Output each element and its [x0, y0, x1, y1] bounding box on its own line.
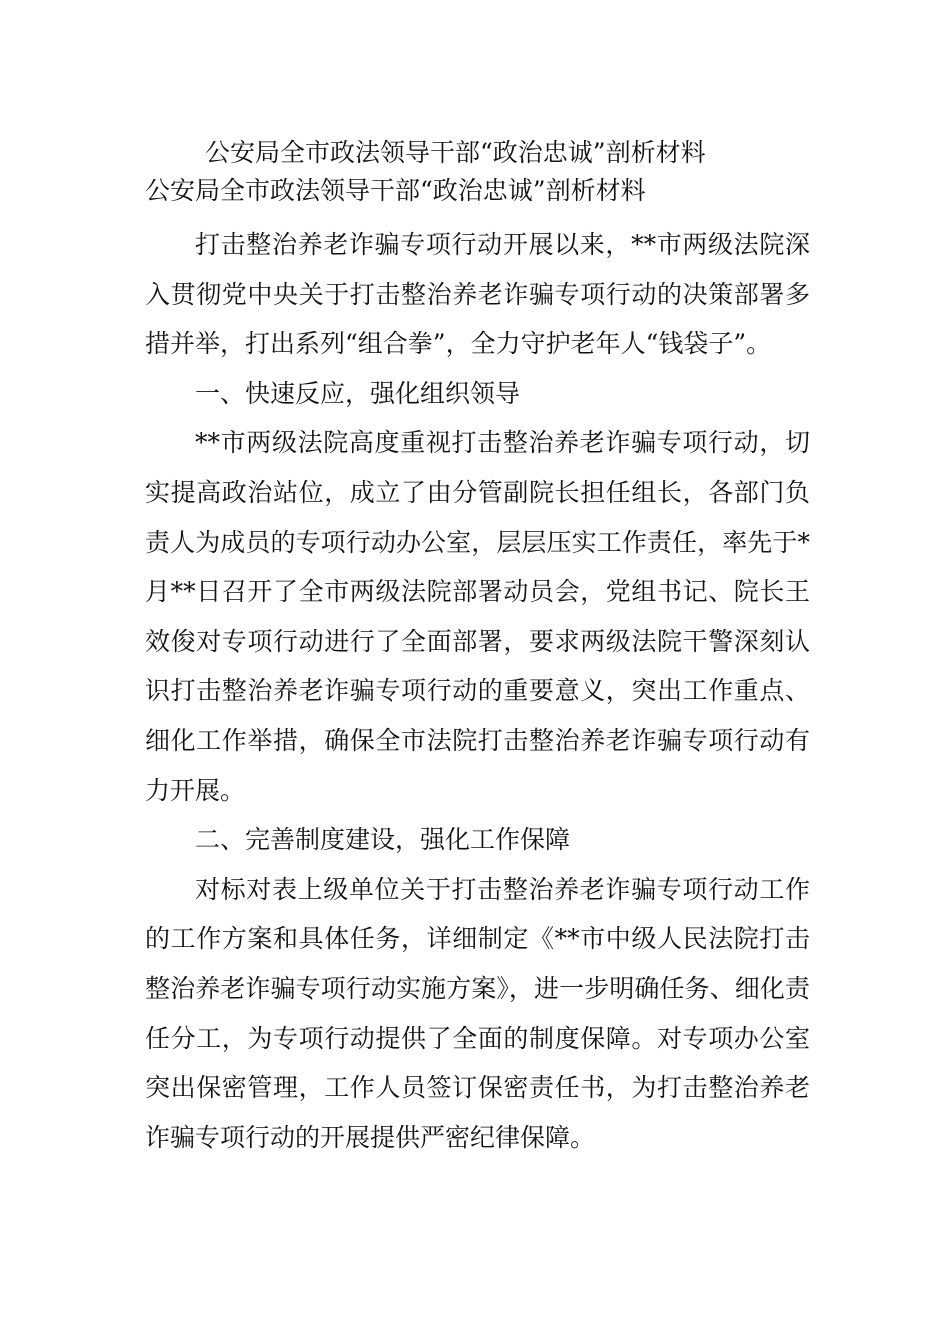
- document-content: [145, 134, 810, 1162]
- section-heading-2: 二、完善制度建设，强化工作保障: [195, 825, 571, 855]
- intro-paragraph: 打击整治养老诈骗专项行动开展以来，**市两级法院深入贯彻党中央关于打击整治养老诈骗专项行动的决策部署多措并举，打出系列“组合拳”，全力守护老年人“钱袋子”。: [145, 230, 810, 359]
- section-body-1: **市两级法院高度重视打击整治养老诈骗专项行动，切实提高政治站位，成立了由分管副院长担任组长，各部门负责人为成员的专项行动办公室，层层压实工作责任，率先于*月**日召开了全市两级法院部署动员会，党组书记、院长王效俊对专项行动进行了全面部署，要求两级法院干警深刻认识打击整治养老诈骗专项行动的重要意义，突出工作重点、细化工作举措，确保全市法院打击整治养老诈骗专项行动有力开展。: [145, 428, 810, 805]
- section-heading-1: 一、快速反应，强化组织领导: [195, 378, 521, 408]
- spacer: [145, 210, 810, 220]
- section-body-2: 对标对表上级单位关于打击整治养老诈骗专项行动工作的工作方案和具体任务，详细制定《**市中级人民法院打击整治养老诈骗专项行动实施方案》，进一步明确任务、细化责任分工，为专项行动提供了全面的制度保障。对专项办公室突出保密管理，工作人员签订保密责任书，为打击整治养老诈骗专项行动的开展提供严密纪律保障。: [145, 874, 810, 1152]
- document-subtitle: 公安局全市政法领导干部“政治忠诚”剖析材料: [145, 176, 646, 205]
- document-title: 公安局全市政法领导干部“政治忠诚”剖析材料: [205, 138, 706, 167]
